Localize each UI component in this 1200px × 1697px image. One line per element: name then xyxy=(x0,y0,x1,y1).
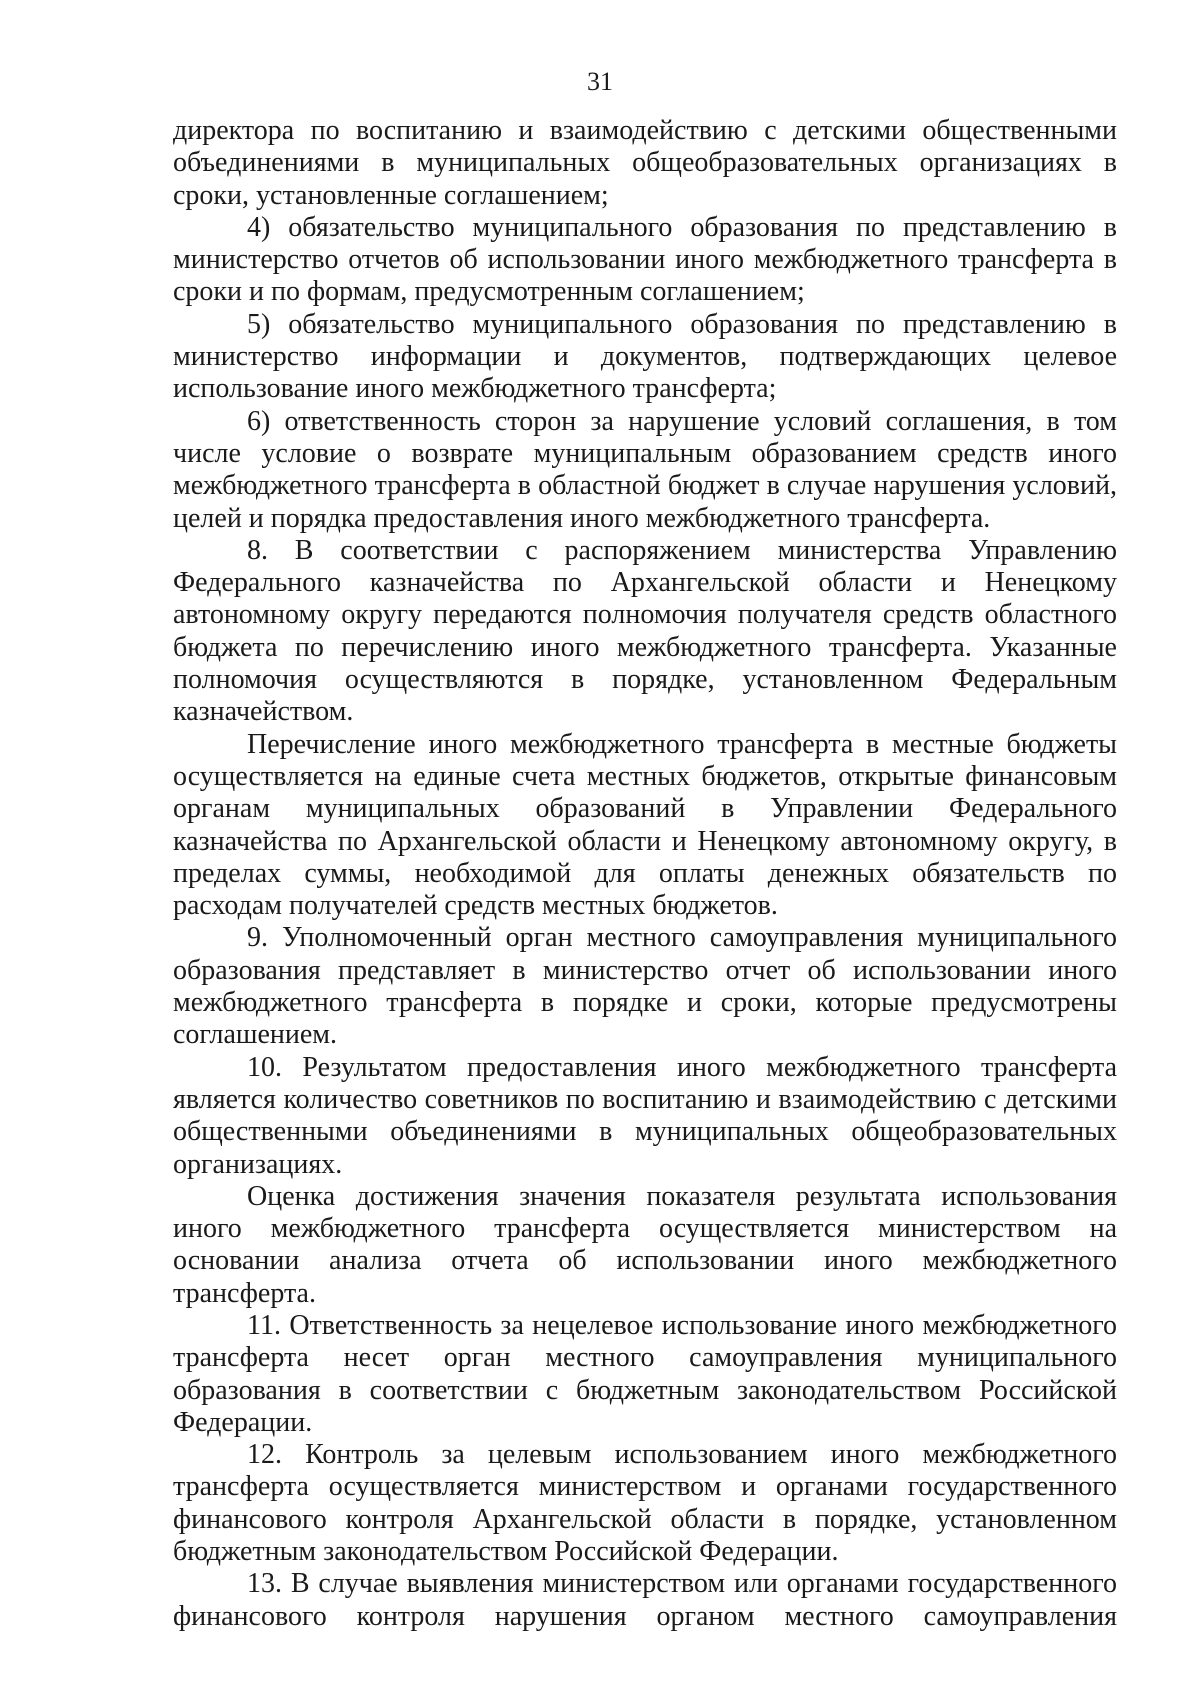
paragraph-section-11: 11. Ответственность за нецелевое использование иного межбюджетного трансферта несет орган местного самоуправления муниципального образования в соответствии с бюджетным законодательством Российской Федерации. xyxy=(173,1309,1117,1438)
document-body xyxy=(173,115,1117,1633)
page-number: 31 xyxy=(587,67,613,96)
paragraph-transfer-payment: Перечисление иного межбюджетного трансферта в местные бюджеты осуществляется на единые счета местных бюджетов, открытые финансовым органам муниципальных образований в Управлении Федерального казначейства по Архангельской области и Ненецкому автономному округу, в пределах суммы, необходимой для оплаты денежных обязательств по расходам получателей средств местных бюджетов. xyxy=(173,728,1117,922)
paragraph-section-8: 8. В соответствии с распоряжением министерства Управлению Федерального казначейства по Архангельской области и Ненецкому автономному округу передаются полномочия получателя средств областного бюджета по перечислению иного межбюджетного трансферта. Указанные полномочия осуществляются в порядке, установленном Федеральным казначейством. xyxy=(173,534,1117,728)
paragraph-section-10: 10. Результатом предоставления иного межбюджетного трансферта является количество советников по воспитанию и взаимодействию с детскими общественными объединениями в муниципальных общеобразовательных организациях. xyxy=(173,1051,1117,1180)
paragraph-section-12: 12. Контроль за целевым использованием иного межбюджетного трансферта осуществляется министерством и органами государственного финансового контроля Архангельской области в порядке, установленном бюджетным законодательством Российской Федерации. xyxy=(173,1439,1117,1568)
paragraph-evaluation: Оценка достижения значения показателя результата использования иного межбюджетного трансферта осуществляется министерством на основании анализа отчета об использовании иного межбюджетного трансферта. xyxy=(173,1180,1117,1309)
paragraph-item-6: 6) ответственность сторон за нарушение условий соглашения, в том числе условие о возврате муниципальным образованием средств иного межбюджетного трансферта в областной бюджет в случае нарушения условий, целей и порядка предоставления иного межбюджетного трансферта. xyxy=(173,405,1117,534)
paragraph-item-5: 5) обязательство муниципального образования по представлению в министерство информации и документов, подтверждающих целевое использование иного межбюджетного трансферта; xyxy=(173,308,1117,405)
paragraph-continuation: директора по воспитанию и взаимодействию с детскими общественными объединениями в муниципальных общеобразовательных организациях в сроки, установленные соглашением; xyxy=(173,115,1117,211)
paragraph-item-4: 4) обязательство муниципального образования по представлению в министерство отчетов об использовании иного межбюджетного трансферта в сроки и по формам, предусмотренным соглашением; xyxy=(173,211,1117,308)
paragraph-section-9: 9. Уполномоченный орган местного самоуправления муниципального образования представляет в министерство отчет об использовании иного межбюджетного трансферта в порядке и сроки, которые предусмотрены соглашением. xyxy=(173,922,1117,1051)
paragraph-section-13: 13. В случае выявления министерством или органами государственного финансового контроля нарушения органом местного самоуправления xyxy=(173,1568,1117,1632)
